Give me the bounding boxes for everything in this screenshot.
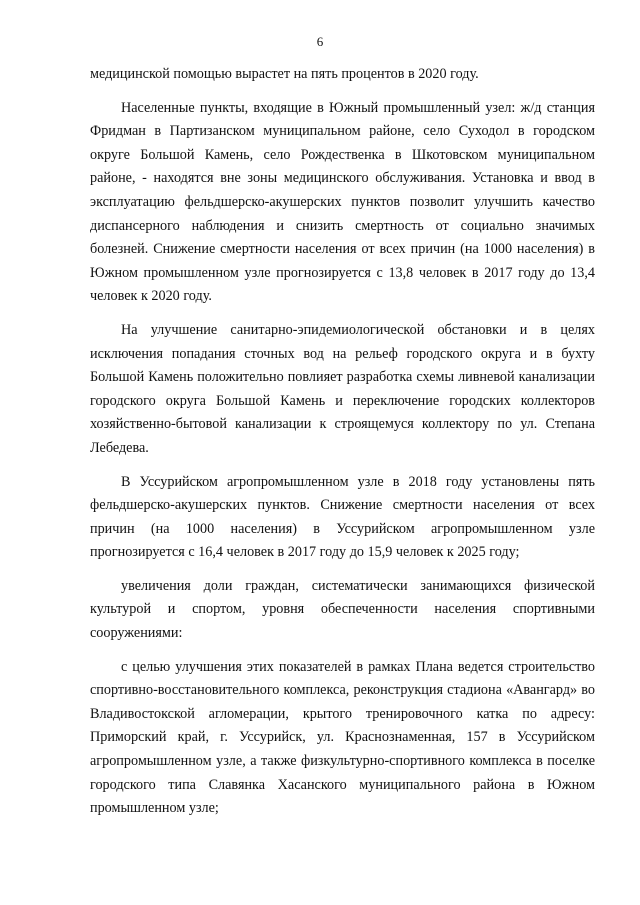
paragraph-continuation: медицинской помощью вырастет на пять процентов в 2020 году.: [90, 66, 479, 82]
paragraph-ussuriysk-hub: В Уссурийском агропромышленном узле в 2018 году установлены пять фельдшерско-акушерских пунктов. Снижение смертности населения от всех причин (на 1000 населения) в Уссурийском агропромышленном узле прогнозируется с 16,4 человек в 2017 году до 15,9 человек к 2025 году;: [90, 473, 595, 561]
document-body: [90, 63, 595, 821]
paragraph-sport-facilities: с целью улучшения этих показателей в рамках Плана ведется строительство спортивно-восстановительного комплекса, реконструкция стадиона «Авангард» во Владивостокской агломерации, крытого тренировочного катка по адресу: Приморский край, г. Уссурийск, ул. Краснознаменная, 157 в Уссурийском агропромышленном узле, а также физкультурно-спортивного комплекса в поселке городского типа Славянка Хасанского муниципального района в Южном промышленном узле;: [90, 658, 595, 817]
paragraph-sanitary-situation: На улучшение санитарно-эпидемиологической обстановки и в целях исключения попадания сточных вод на рельеф городского округа и в бухту Большой Камень положительно повлияет разработка схемы ливневой канализации городского округа Большой Камень и переключение городских коллекторов хозяйственно-бытовой канализации к строящемуся коллектору по ул. Степана Лебедева.: [90, 321, 595, 456]
paragraph-sport-share: увеличения доли граждан, систематически занимающихся физической культурой и спортом, уровня обеспеченности населения спортивными сооружениями:: [90, 577, 595, 642]
paragraph-southern-industrial-hub: Населенные пункты, входящие в Южный промышленный узел: ж/д станция Фридман в Партизанском муниципальном районе, село Суходол в городском округе Большой Камень, село Рождественка в Шкотовском муниципальном районе, - находятся вне зоны медицинского обслуживания. Установка и ввод в эксплуатацию фельдшерско-акушерских пунктов позволит улучшить качество диспансерного наблюдения и снизить смертность от социально значимых болезней. Снижение смертности населения от всех причин (на 1000 населения) в Южном промышленном узле прогнозируется с 13,8 человек в 2017 году до 13,4 человек к 2020 году.: [90, 99, 595, 305]
page-number: 6: [316, 34, 324, 49]
